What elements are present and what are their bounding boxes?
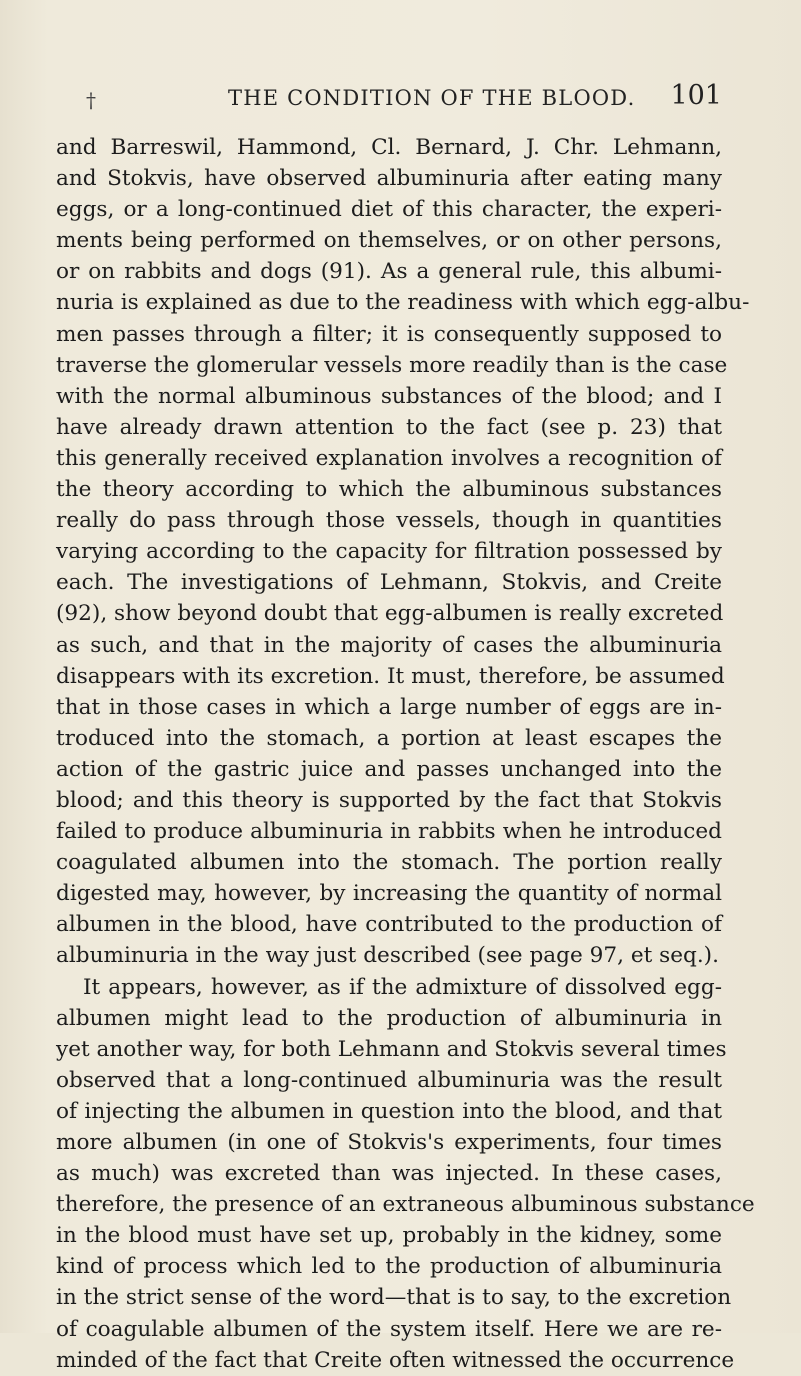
running-head: THE CONDITION OF THE BLOOD. [228,86,636,110]
text-line: albumen might lead to the production of albuminuria in [56,1005,722,1031]
text-line: eggs, or a long-continued diet of this character, the experi- [56,197,722,223]
text-line: kind of process which led to the production of albuminuria [56,1254,722,1280]
text-line: as much) was excreted than was injected. In these cases, [56,1161,722,1187]
text-line: minded of the fact that Creite often witnessed the occurrence [56,1347,735,1373]
text-line: or on rabbits and dogs (91). As a general rule, this albumi- [56,259,722,285]
text-line: the theory according to which the albuminous substances [56,477,722,503]
text-line: albumen in the blood, have contributed to the production of [56,912,722,938]
text-line: albuminuria in the way just described (see page 97, et seq.). [56,943,719,969]
text-line: yet another way, for both Lehmann and Stokvis several times [56,1036,727,1062]
body-text [56,132,755,1376]
text-line: ments being performed on themselves, or on other persons, [56,228,722,254]
text-line: action of the gastric juice and passes unchanged into the [56,756,722,782]
text-line: nuria is explained as due to the readiness with which egg-albu- [56,290,750,316]
text-line: troduced into the stomach, a portion at least escapes the [56,725,722,751]
text-line: coagulated albumen into the stomach. The portion really [56,850,722,876]
page-header [56,82,722,118]
text-line: men passes through a filter; it is consequently supposed to [56,321,722,347]
text-line: of injecting the albumen in question into the blood, and that [56,1098,722,1124]
text-line: blood; and this theory is supported by the fact that Stokvis [56,787,722,813]
text-line: and Barreswil, Hammond, Cl. Bernard, J. Chr. Lehmann, [56,135,722,160]
text-line: digested may, however, by increasing the quantity of normal [56,881,722,907]
text-line: disappears with its excretion. It must, therefore, be assumed [56,663,725,689]
text-line: of coagulable albumen of the system itself. Here we are re- [56,1316,722,1342]
text-line: varying according to the capacity for filtration possessed by [56,539,722,565]
page-number: 101 [670,80,722,111]
text-line: failed to produce albuminuria in rabbits when he introduced [56,819,722,845]
text-line: traverse the glomerular vessels more readily than is the case [56,352,728,378]
text-line: this generally received explanation involves a recognition of [56,445,722,471]
text-line: more albumen (in one of Stokvis's experiments, four times [56,1130,722,1155]
text-line: really do pass through those vessels, though in quantities [56,508,722,534]
margin-mark: † [86,88,96,112]
text-line: and Stokvis, have observed albuminuria after eating many [56,166,722,192]
text-line: It appears, however, as if the admixture of dissolved egg- [83,974,722,1000]
text-line: therefore, the presence of an extraneous albuminous substance [56,1192,755,1218]
text-line: that in those cases in which a large number of eggs are in- [56,694,722,720]
text-line: in the strict sense of the word—that is to say, to the excretion [56,1285,732,1311]
text-line: have already drawn attention to the fact (see p. 23) that [56,414,722,440]
text-line: as such, and that in the majority of cases the albuminuria [56,632,722,658]
text-line: (92), show beyond doubt that egg-albumen is really excreted [56,601,724,627]
text-line: in the blood must have set up, probably in the kidney, some [56,1223,722,1249]
text-line: observed that a long-continued albuminuria was the result [56,1067,722,1093]
text-line: each. The investigations of Lehmann, Stokvis, and Creite [56,570,722,596]
text-line: with the normal albuminous substances of the blood; and I [56,383,722,409]
